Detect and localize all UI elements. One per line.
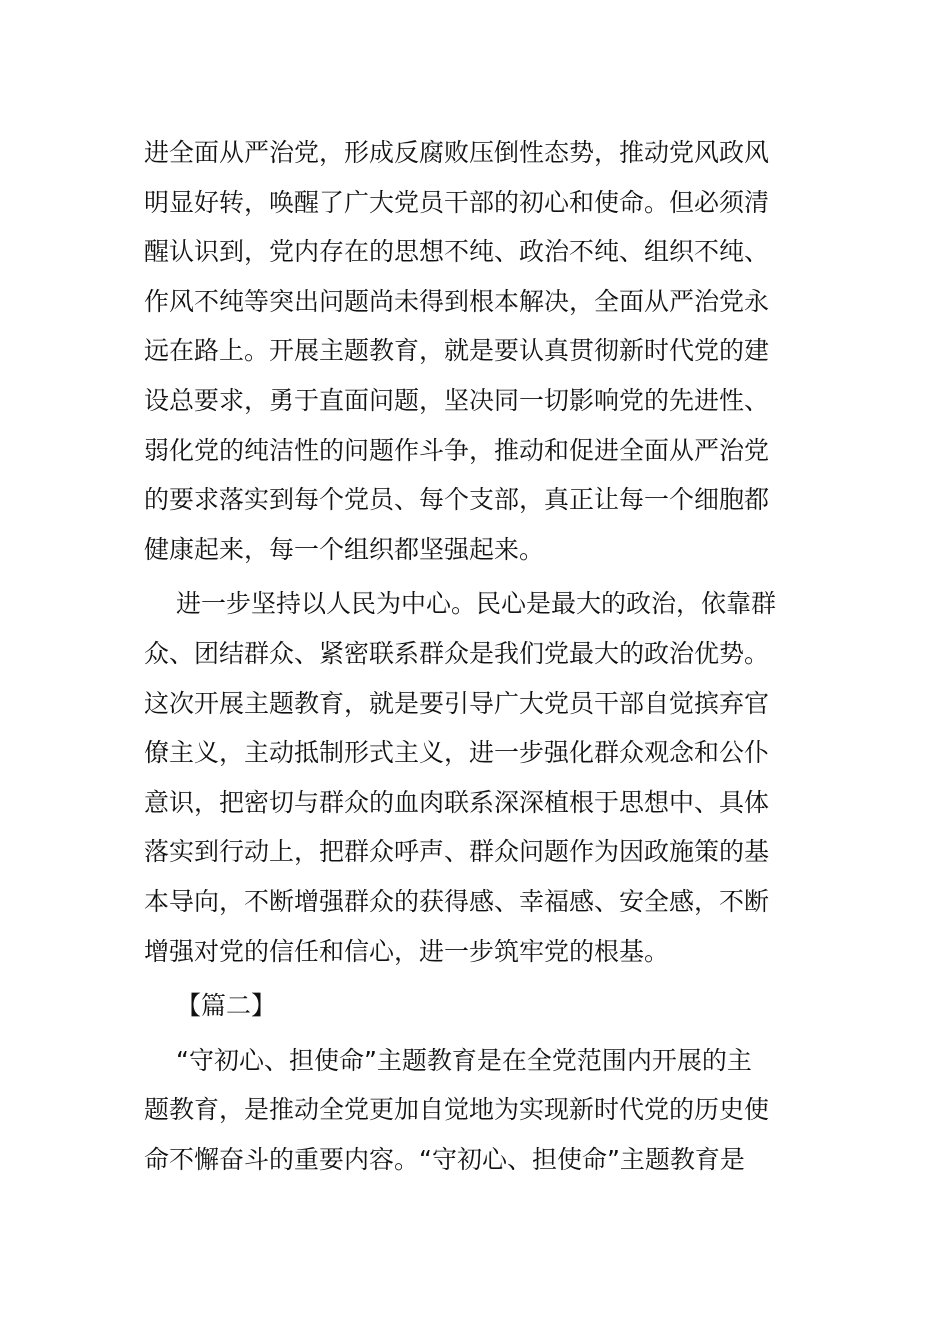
paragraph-strict-party-governance — [144, 128, 794, 574]
document-body — [144, 128, 794, 1184]
section-heading-text: 【篇二】 — [176, 991, 277, 1021]
text-line: 弱化党的纯洁性的问题作斗争，推动和促进全面从严治党 — [144, 435, 770, 465]
text-line: 落实到行动上，把群众呼声、群众问题作为因政施策的基 — [144, 837, 770, 867]
text-line: 明显好转，唤醒了广大党员干部的初心和使命。但必须清 — [144, 187, 770, 217]
text-line: 众、团结群众、紧密联系群众是我们党最大的政治优势。 — [144, 638, 770, 668]
text-line: 醒认识到，党内存在的思想不纯、政治不纯、组织不纯、 — [144, 237, 770, 267]
text-line: 的要求落实到每个党员、每个支部，真正让每一个细胞都 — [144, 485, 770, 515]
text-line: 本导向，不断增强群众的获得感、幸福感、安全感，不断 — [144, 886, 770, 916]
text-line: 进一步坚持以人民为中心。民心是最大的政治，依靠群 — [176, 589, 777, 619]
text-line: 进全面从严治党，形成反腐败压倒性态势，推动党风政风 — [144, 138, 770, 167]
text-line: 命不懈奋斗的重要内容。“守初心、担使命”主题教育是 — [144, 1144, 745, 1174]
section-heading — [144, 981, 794, 1031]
text-line: 题教育，是推动全党更加自觉地为实现新时代党的历史使 — [144, 1095, 770, 1125]
paragraph-theme-education — [144, 1036, 794, 1185]
text-line: 健康起来，每一个组织都坚强起来。 — [144, 534, 545, 564]
text-line: 这次开展主题教育，就是要引导广大党员干部自觉摈弃官 — [144, 688, 770, 718]
text-line: 意识，把密切与群众的血肉联系深深植根于思想中、具体 — [144, 787, 770, 817]
text-line: “守初心、担使命”主题教育是在全党范围内开展的主 — [176, 1045, 752, 1075]
text-line: 僚主义，主动抵制形式主义，进一步强化群众观念和公仆 — [144, 738, 770, 768]
text-line: 远在路上。开展主题教育，就是要认真贯彻新时代党的建 — [144, 336, 770, 366]
text-line: 增强对党的信任和信心，进一步筑牢党的根基。 — [144, 936, 670, 966]
text-line: 作风不纯等突出问题尚未得到根本解决，全面从严治党永 — [144, 286, 770, 316]
text-line: 设总要求，勇于直面问题，坚决同一切影响党的先进性、 — [144, 385, 770, 415]
paragraph-people-centered — [144, 579, 794, 976]
